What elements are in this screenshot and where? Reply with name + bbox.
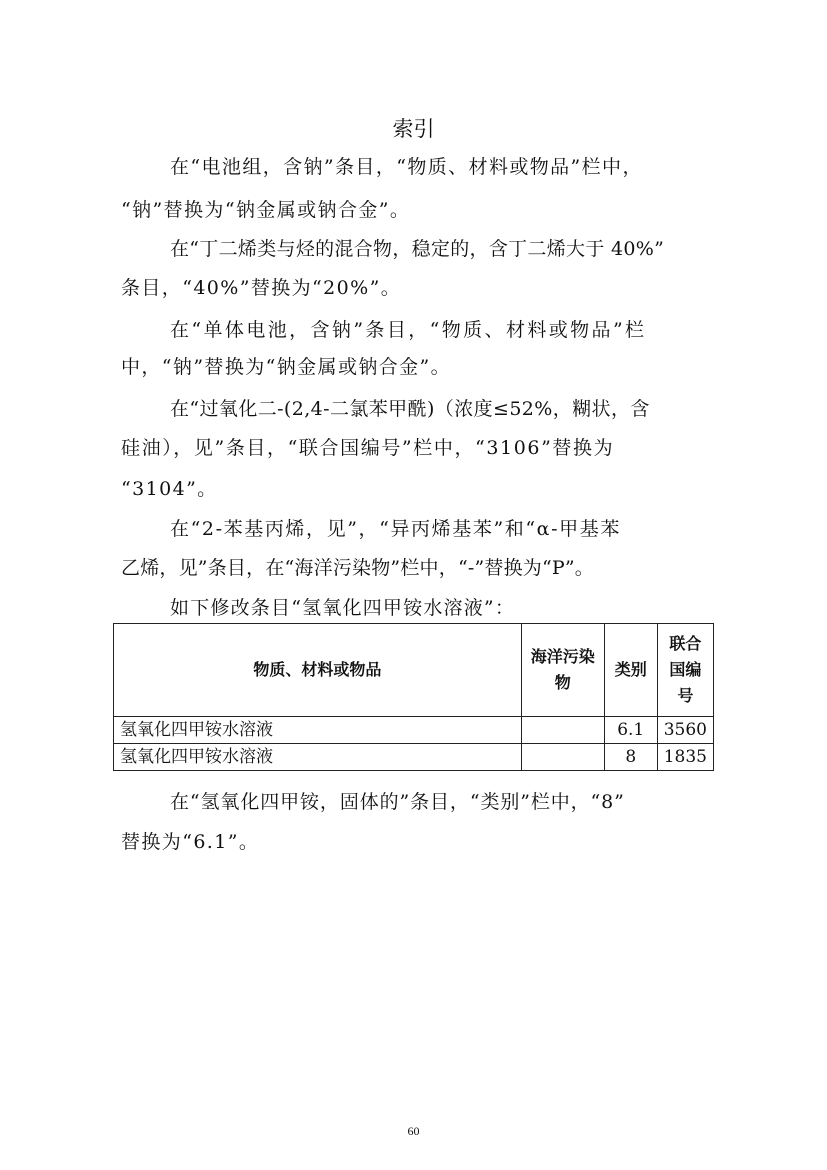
table-cell-substance: 氢氧化四甲铵水溶液 xyxy=(114,717,522,744)
amendment-table xyxy=(113,623,714,771)
table-header-substance: 物质、材料或物品 xyxy=(114,624,522,717)
table-header-class: 类别 xyxy=(604,624,657,717)
paragraph-line: “3104”。 xyxy=(121,478,218,500)
table-cell-substance: 氢氧化四甲铵水溶液 xyxy=(114,744,522,771)
table-cell-marine-pollutant xyxy=(521,744,604,771)
paragraph-line: 在“丁二烯类与烃的混合物，稳定的，含丁二烯大于 40%” xyxy=(170,238,665,260)
paragraph-line: 如下修改条目“氢氧化四甲铵水溶液”： xyxy=(170,597,516,619)
paragraph-line: 在“单体电池，含钠”条目，“物质、材料或物品”栏 xyxy=(170,319,647,341)
table-row xyxy=(114,717,714,744)
table-row xyxy=(114,744,714,771)
table-cell-class: 8 xyxy=(604,744,657,771)
paragraph-line: 在“电池组，含钠”条目，“物质、材料或物品”栏中， xyxy=(170,156,643,178)
paragraph-line: 在“过氧化二-(2,4-二氯苯甲酰)（浓度≤52%，糊状，含 xyxy=(170,398,650,420)
paragraph-line: 乙烯，见”条目，在“海洋污染物”栏中，“-”替换为“P”。 xyxy=(121,557,594,579)
table-cell-un-number: 1835 xyxy=(657,744,713,771)
table-header-marine-pollutant: 海洋污染物 xyxy=(521,624,604,717)
paragraph-line: 条目，“40%”替换为“20%”。 xyxy=(121,277,402,299)
page-number: 60 xyxy=(407,1124,420,1138)
paragraph-line: 硅油），见”条目，“联合国编号”栏中，“3106”替换为 xyxy=(121,437,615,459)
paragraph-line: 在“2-苯基丙烯，见”，“异丙烯基苯”和“α-甲基苯 xyxy=(170,518,621,540)
table-header-un-number: 联合国编号 xyxy=(657,624,713,717)
paragraph-line: “钠”替换为“钠金属或钠合金”。 xyxy=(121,199,411,221)
table-cell-marine-pollutant xyxy=(521,717,604,744)
table-cell-un-number: 3560 xyxy=(657,717,713,744)
paragraph-line: 替换为“6.1”。 xyxy=(121,831,260,853)
paragraph-line: 中，“钠”替换为“钠金属或钠合金”。 xyxy=(121,356,452,378)
page-title: 索引 xyxy=(392,117,435,141)
table-cell-class: 6.1 xyxy=(604,717,657,744)
paragraph-line: 在“氢氧化四甲铵，固体的”条目，“类别”栏中，“8” xyxy=(170,791,625,813)
